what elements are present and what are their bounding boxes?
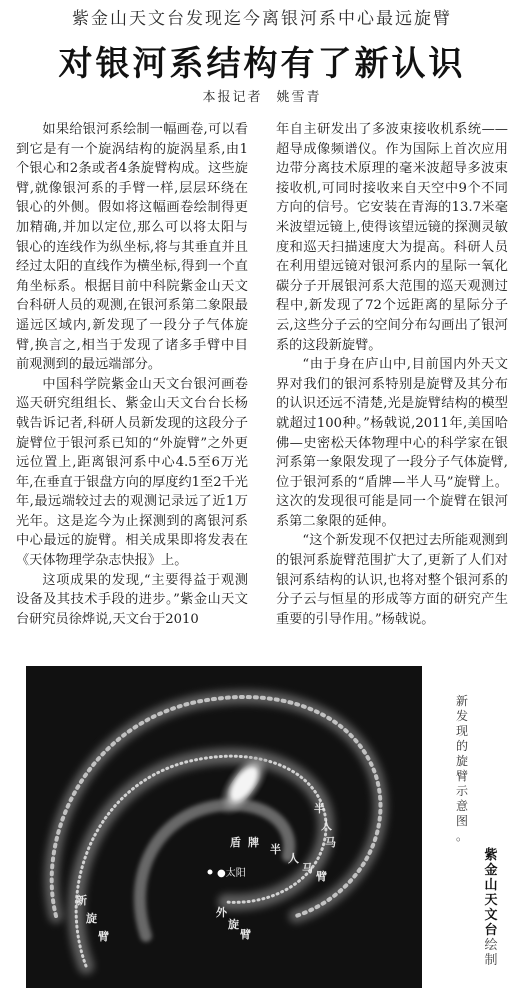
credit-org-char: 台 — [484, 923, 498, 938]
arm-label-char: 牌 — [248, 836, 259, 849]
article-column-left — [16, 120, 248, 629]
caption-char: 图 — [455, 814, 468, 828]
arm-label-char: 半 — [314, 802, 325, 815]
arm-label-char: 人 — [288, 852, 299, 865]
figure-caption — [452, 694, 472, 844]
figure-credit — [480, 848, 502, 968]
article-paragraph: “这个新发现不仅把过去所能观测到的银河系旋臂范围扩大了,更新了人们对银河系结构的认识,也将对整个银河系的分子云与恒星的形成等方面的研究产生重要的引导作用。”杨戟说。 — [276, 533, 508, 627]
arm-label-char: 新 — [76, 894, 87, 907]
credit-org-char: 文 — [484, 908, 498, 923]
caption-char: 示 — [455, 784, 468, 798]
caption-char: 旋 — [455, 754, 468, 768]
arm-label-char: 旋 — [86, 912, 97, 925]
arm-label-char: 马 — [325, 836, 336, 849]
caption-char: 的 — [455, 739, 468, 753]
byline-name: 姚雪青 — [276, 90, 322, 105]
article-paragraph: 中国科学院紫金山天文台银河画卷巡天研究组组长、紫金山天文台台长杨戟告诉记者,科研人员新发现的这段分子旋臂位于银河系已知的“外旋臂”之外更远位置上,距离银河系中心4.5至6万光年,在垂直于银盘方向的厚度约1至2千光年,最远端较过去的观测记录远了近1万光年。这是迄今为止探测到的离银河系中心最远的旋臂。相关成果即将发表在《天体物理学杂志快报》上。 — [16, 376, 248, 569]
caption-char: 现 — [455, 724, 468, 738]
credit-org-char: 山 — [484, 878, 498, 893]
article-subtitle: 紫金山天文台发现迄今离银河系中心最远旋臂 — [72, 9, 452, 29]
sun-label: ●太阳 — [217, 868, 246, 879]
caption-char: 发 — [455, 709, 468, 723]
article-paragraph: 这项成果的发现,“主要得益于观测设备及其技术手段的进步。”紫金山天文台研究员徐烨说,天文台于2010 — [16, 572, 248, 627]
credit-by-char: 绘 — [484, 938, 498, 953]
article-paragraph: “由于身在庐山中,目前国内外天文界对我们的银河系特别是旋臂及其分布的认识还远不清楚,光是旋臂结构的模型就超过100种。”杨戟说,2011年,美国哈佛—史密松天体物理中心的科学家在银河系第一象限发现了一段分子气体旋臂,位于银河系的“盾牌—半人马”旋臂上。这次的发现很可能是同一个旋臂在银河系第二象限的延伸。 — [276, 357, 508, 529]
sun-marker — [208, 870, 213, 875]
arm-label-char: 半 — [270, 843, 281, 856]
article-column-right — [276, 120, 508, 629]
credit-org-char: 金 — [484, 863, 498, 878]
arm-label-char: 外 — [216, 906, 227, 919]
caption-char: 新 — [455, 694, 468, 708]
arm-label-char: 臂 — [240, 928, 251, 941]
caption-char: 意 — [455, 799, 468, 813]
byline — [0, 86, 524, 105]
article-paragraph: 如果给银河系绘制一幅画卷,可以看到它是有一个旋涡结构的旋涡星系,由1个银心和2条或者4条旋臂构成。这些旋臂,就像银河系的手臂一样,层层环绕在银心的外侧。假如将这幅画卷绘制得更加精确,并加以定位,那么可以将太阳与银心的连线作为纵坐标,将与其垂直并且经过太阳的直线作为横坐标,得到一个直角坐标系。根据目前中科院紫金山天文台科研人员的观测,在银河系第二象限最遥远区域内,新发现了一段分子气体旋臂,换言之,相当于发现了诸多手臂中目前观测到的最远端部分。 — [16, 122, 248, 373]
credit-org-char: 天 — [484, 893, 498, 908]
article-headline: 对银河系结构有了新认识 — [58, 44, 466, 84]
caption-char: 臂 — [455, 769, 468, 783]
credit-org-char: 紫 — [484, 848, 498, 863]
arm-label-char: 马 — [302, 862, 313, 875]
caption-char: 。 — [455, 829, 468, 843]
arm-label-char: 臂 — [316, 870, 327, 883]
galaxy-spiral-arm-illustration — [26, 666, 422, 988]
article-paragraph: 年自主研发出了多波束接收机系统——超导成像频谱仪。作为国际上首次应用边带分离技术原理的毫米波超导多波束接收机,可同时接收来自天空中9个不同方向的信号。它安装在青海的13.7米毫米波望远镜上,使得该望远镜的探测灵敏度和巡天扫描速度大为提高。科研人员在利用望远镜对银河系内的星际一氧化碳分子开展银河系大范围的巡天观测过程中,新发现了72个远距离的星际分子云,这些分子云的空间分布勾画出了银河系的这段新旋臂。 — [276, 122, 508, 353]
arm-label-char: 盾 — [230, 836, 241, 849]
arm-label-char: 臂 — [98, 930, 109, 943]
arm-label-char: 旋 — [228, 918, 239, 931]
byline-label: 本报记者 — [202, 90, 263, 105]
credit-by-char: 制 — [484, 953, 498, 968]
arm-label-char: 人 — [321, 819, 332, 832]
galaxy-diagram — [26, 666, 422, 988]
